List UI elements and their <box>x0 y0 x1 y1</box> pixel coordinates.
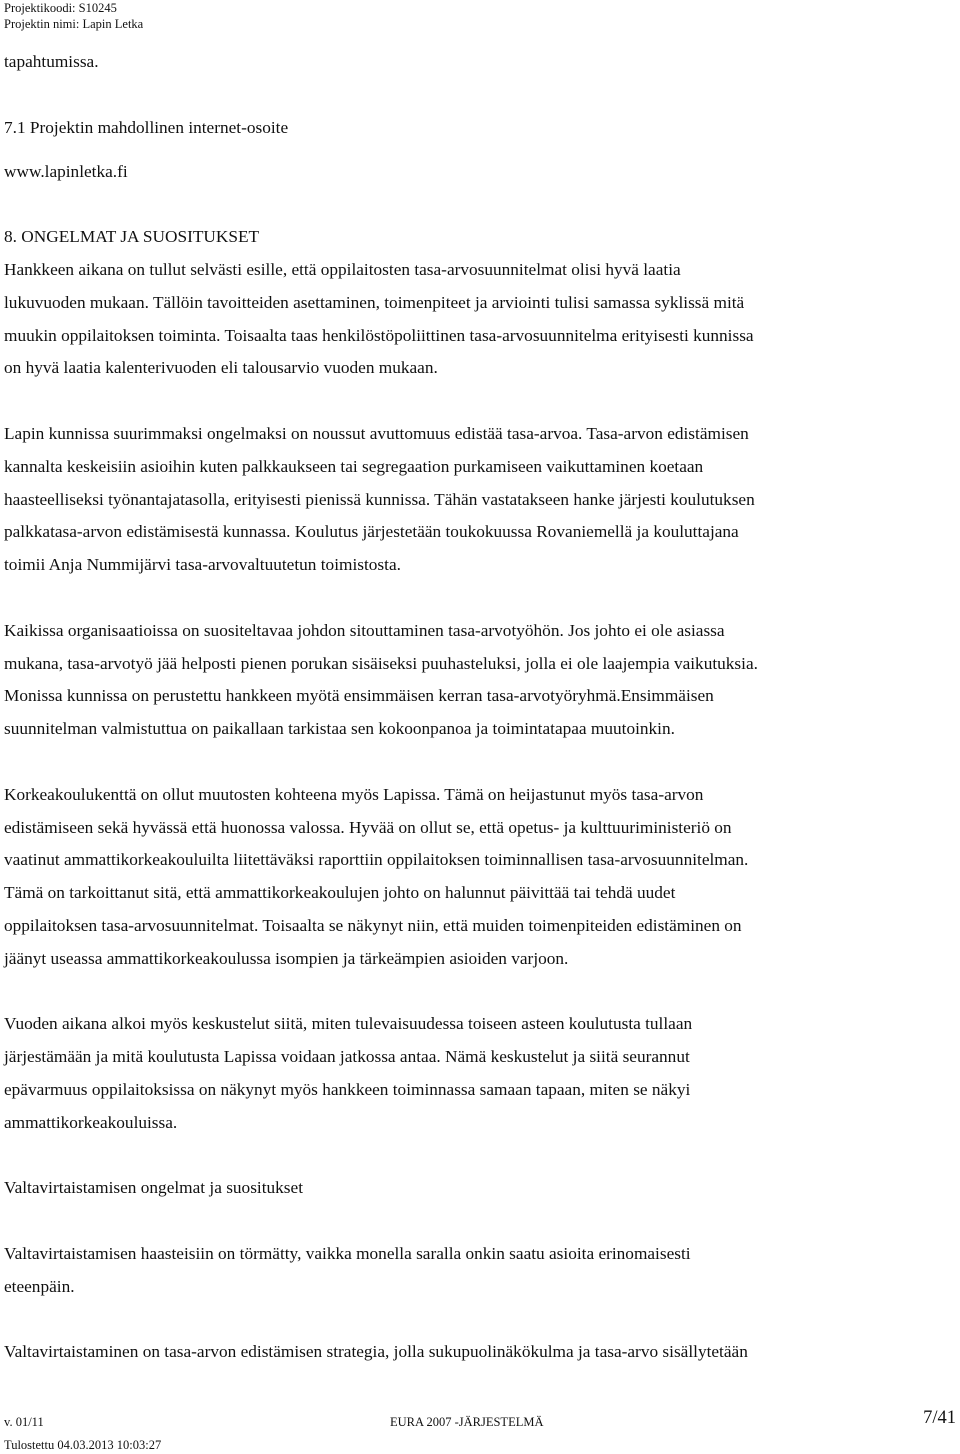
text-line: muukin oppilaitoksen toiminta. Toisaalta taas henkilöstöpoliittinen tasa-arvosuunnitelma erityisesti kunnissa <box>4 325 754 345</box>
text-line: haasteelliseksi työnantajatasolla, erityisesti pienissä kunnissa. Tähän vastatakseen hanke järjesti koulutuksen <box>4 489 755 509</box>
page-header <box>4 0 143 32</box>
text-line: lukuvuoden mukaan. Tällöin tavoitteiden asettaminen, toimenpiteet ja arviointi tulisi samassa syklissä mitä <box>4 292 745 312</box>
paragraph-4 <box>4 779 956 976</box>
version-label: v. 01/11 <box>4 1415 44 1429</box>
paragraph-6 <box>4 1238 956 1304</box>
printed-timestamp: Tulostettu 04.03.2013 10:03:27 <box>4 1438 162 1452</box>
system-label: EURA 2007 -JÄRJESTELMÄ <box>390 1415 544 1429</box>
text-line: toimii Anja Nummijärvi tasa-arvovaltuutetun toimistosta. <box>4 555 401 575</box>
text-line: suunnitelman valmistuttua on paikallaan tarkistaa sen kokoonpanoa ja toimintatapaa muutoinkin. <box>4 719 675 739</box>
text-line: Hankkeen aikana on tullut selvästi esille, että oppilaitosten tasa-arvosuunnitelmat olisi hyvä laatia <box>4 259 681 279</box>
text-line: eteenpäin. <box>4 1276 75 1296</box>
project-name: Projektin nimi: Lapin Letka <box>4 17 144 31</box>
website-url: www.lapinletka.fi <box>4 162 128 182</box>
text-line: Monissa kunnissa on perustettu hankkeen myötä ensimmäisen kerran tasa-arvotyöryhmä.Ensimmäisen <box>4 686 714 706</box>
text-line: järjestämään ja mitä koulutusta Lapissa voidaan jatkossa antaa. Nämä keskustelut ja siitä seurannut <box>4 1047 690 1067</box>
text-line: ammattikorkeakouluissa. <box>4 1112 178 1132</box>
intro-tail: tapahtumissa. <box>4 52 99 71</box>
paragraph-7 <box>4 1336 956 1369</box>
section-8-title: 8. ONGELMAT JA SUOSITUKSET <box>4 227 260 247</box>
page-footer <box>4 1408 956 1454</box>
paragraph-2 <box>4 418 956 582</box>
paragraph-1 <box>4 254 956 385</box>
page-number: 7/41 <box>923 1408 956 1428</box>
text-line: mukana, tasa-arvotyö jää helposti pienen porukan sisäiseksi puuhasteluksi, jolla ei ole laajempia vaikutuksia. <box>4 653 758 673</box>
text-line: kannalta keskeisiin asioihin kuten palkkaukseen tai segregaation purkamiseen vaikuttaminen koetaan <box>4 456 704 476</box>
text-line: jäänyt useassa ammattikorkeakoulussa isompien ja tärkeämpien asioiden varjoon. <box>4 948 569 968</box>
text-line: Korkeakoulukenttä on ollut muutosten kohteena myös Lapissa. Tämä on heijastunut myös tasa-arvon <box>4 784 704 804</box>
subheading: Valtavirtaistamisen ongelmat ja suositukset <box>4 1178 304 1198</box>
paragraph-5 <box>4 1008 956 1139</box>
text-line: Valtavirtaistamisen haasteisiin on törmätty, vaikka monella saralla onkin saatu asioita erinomaisesti <box>4 1243 691 1263</box>
text-line: Kaikissa organisaatioissa on suositeltavaa johdon sitouttaminen tasa-arvotyöhön. Jos johto ei ole asiassa <box>4 620 725 640</box>
text-line: on hyvä laatia kalenterivuoden eli talousarvio vuoden mukaan. <box>4 358 438 378</box>
text-line: epävarmuus oppilaitoksissa on näkynyt myös hankkeen toiminnassa samaan tapaan, miten se näkyi <box>4 1079 691 1099</box>
project-code: Projektikoodi: S10245 <box>4 1 117 15</box>
text-line: Lapin kunnissa suurimmaksi ongelmaksi on noussut avuttomuus edistää tasa-arvoa. Tasa-arvon edistämisen <box>4 423 749 443</box>
text-line: oppilaitoksen tasa-arvosuunnitelmat. Toisaalta se näkynyt niin, että muiden toimenpiteiden edistäminen on <box>4 915 742 935</box>
page-body <box>4 46 956 1369</box>
text-line: palkkatasa-arvon edistämisestä kunnassa. Koulutus järjestetään toukokuussa Rovaniemellä ja kouluttajana <box>4 522 739 542</box>
paragraph-3 <box>4 615 956 746</box>
text-line: Vuoden aikana alkoi myös keskustelut siitä, miten tulevaisuudessa toiseen asteen koulutusta tullaan <box>4 1014 693 1034</box>
text-line: Tämä on tarkoittanut sitä, että ammattikorkeakoulujen johto on halunnut päivittää tai tehdä uudet <box>4 883 676 903</box>
text-line: edistämiseen sekä hyvässä että huonossa valossa. Hyvää on ollut se, että opetus- ja kulttuuriministeriö on <box>4 817 732 837</box>
text-line: Valtavirtaistaminen on tasa-arvon edistämisen strategia, jolla sukupuolinäkökulma ja tasa-arvo sisällytetään <box>4 1342 748 1362</box>
text-line: vaatinut ammattikorkeakouluilta liitettäväksi raporttiin oppilaitoksen toiminnallisen tasa-arvosuunnitelman. <box>4 850 749 870</box>
section-7-1-title: 7.1 Projektin mahdollinen internet-osoite <box>4 117 289 137</box>
